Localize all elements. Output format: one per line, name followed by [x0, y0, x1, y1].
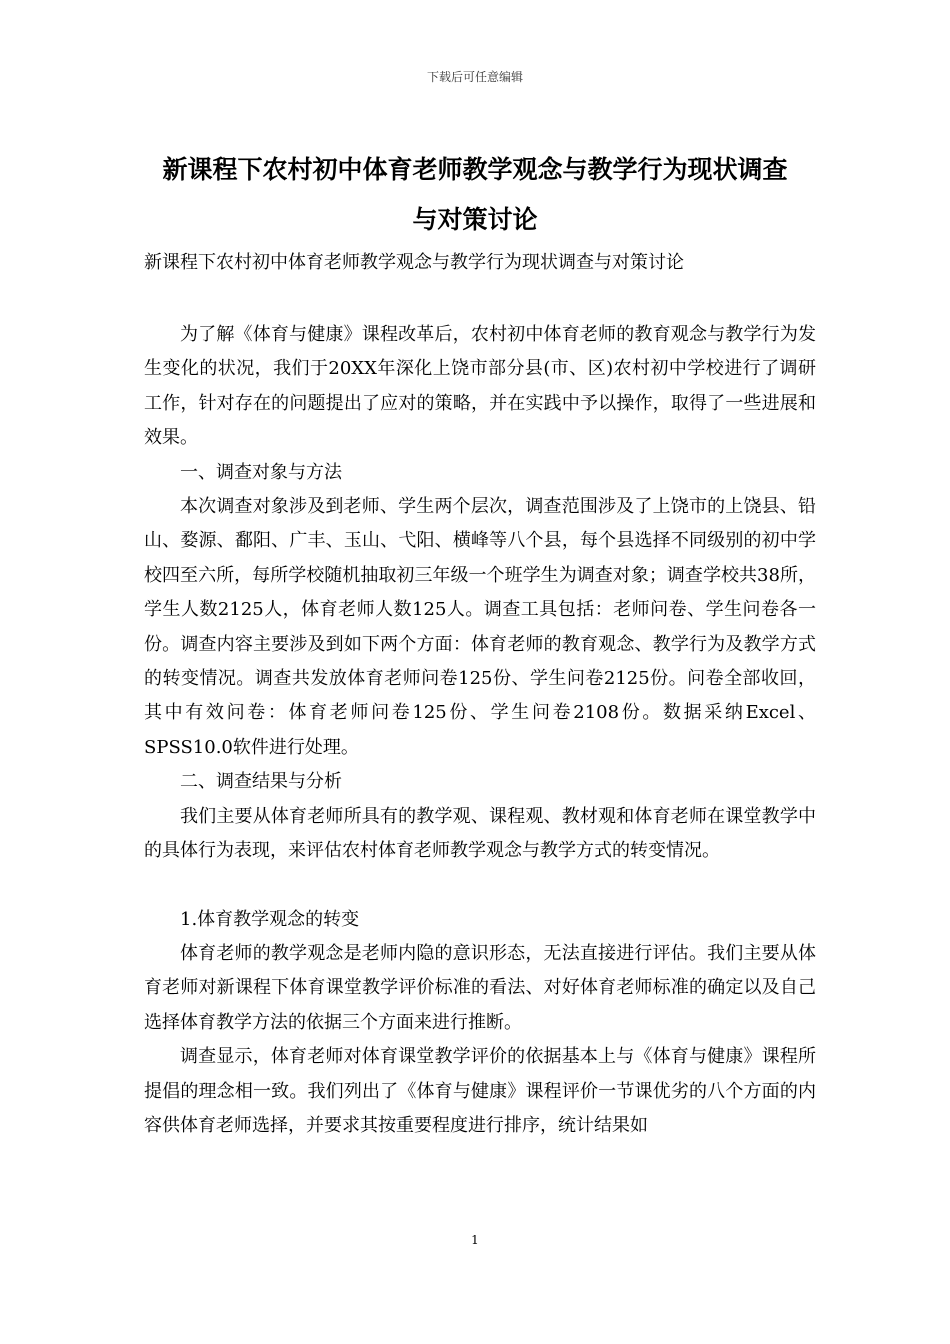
document-body — [144, 318, 816, 1143]
paragraph-survey-methods: 本次调查对象涉及到老师、学生两个层次，调查范围涉及了上饶市的上饶县、铅山、婺源、鄱阳、广丰、玉山、弋阳、横峰等八个县，每个县选择不同级别的初中学校四至六所，每所学校随机抽取初三年级一个班学生为调查对象；调查学校共38所，学生人数2125人，体育老师人数125人。调查工具包括：老师问卷、学生问卷各一份。调查内容主要涉及到如下两个方面：体育老师的教育观念、教学行为及教学方式的转变情况。调查共发放体育老师问卷125份、学生问卷2125份。问卷全部收回，其中有效问卷：体育老师问卷125份、学生问卷2108份。数据采纳Excel、SPSS10.0软件进行处理。 — [144, 496, 816, 758]
paragraph-survey-findings: 调查显示，体育老师对体育课堂教学评价的依据基本上与《体育与健康》课程所提倡的理念相一致。我们列出了《体育与健康》课程评价一节课优劣的八个方面的内容供体育老师选择，并要求其按重要程度进行排序，统计结果如 — [144, 1046, 816, 1136]
subsection-heading-teaching-concept: 1.体育教学观念的转变 — [180, 908, 360, 930]
document-subtitle: 新课程下农村初中体育老师教学观念与教学行为现状调查与对策讨论 — [144, 252, 684, 273]
section-heading-survey-methods: 一、调查对象与方法 — [180, 461, 342, 483]
section-heading-results: 二、调查结果与分析 — [180, 771, 342, 793]
document-title-line-1: 新课程下农村初中体育老师教学观念与教学行为现状调查 — [162, 155, 788, 184]
document-title-line-2: 与对策讨论 — [412, 205, 538, 234]
page-number: 1 — [471, 1233, 479, 1247]
page-header-note: 下载后可任意编辑 — [426, 70, 523, 84]
paragraph-results-intro: 我们主要从体育老师所具有的教学观、课程观、教材观和体育老师在课堂教学中的具体行为表现，来评估农村体育老师教学观念与教学方式的转变情况。 — [144, 805, 816, 862]
paragraph-intro: 为了解《体育与健康》课程改革后，农村初中体育老师的教育观念与教学行为发生变化的状况，我们于20XX年深化上饶市部分县(市、区)农村初中学校进行了调研工作，针对存在的问题提出了应对的策略，并在实践中予以操作，取得了一些进展和效果。 — [144, 324, 816, 449]
paragraph-teaching-concept: 体育老师的教学观念是老师内隐的意识形态，无法直接进行评估。我们主要从体育老师对新课程下体育课堂教学评价标准的看法、对好体育老师标准的确定以及自己选择体育教学方法的依据三个方面来进行推断。 — [144, 942, 816, 1033]
